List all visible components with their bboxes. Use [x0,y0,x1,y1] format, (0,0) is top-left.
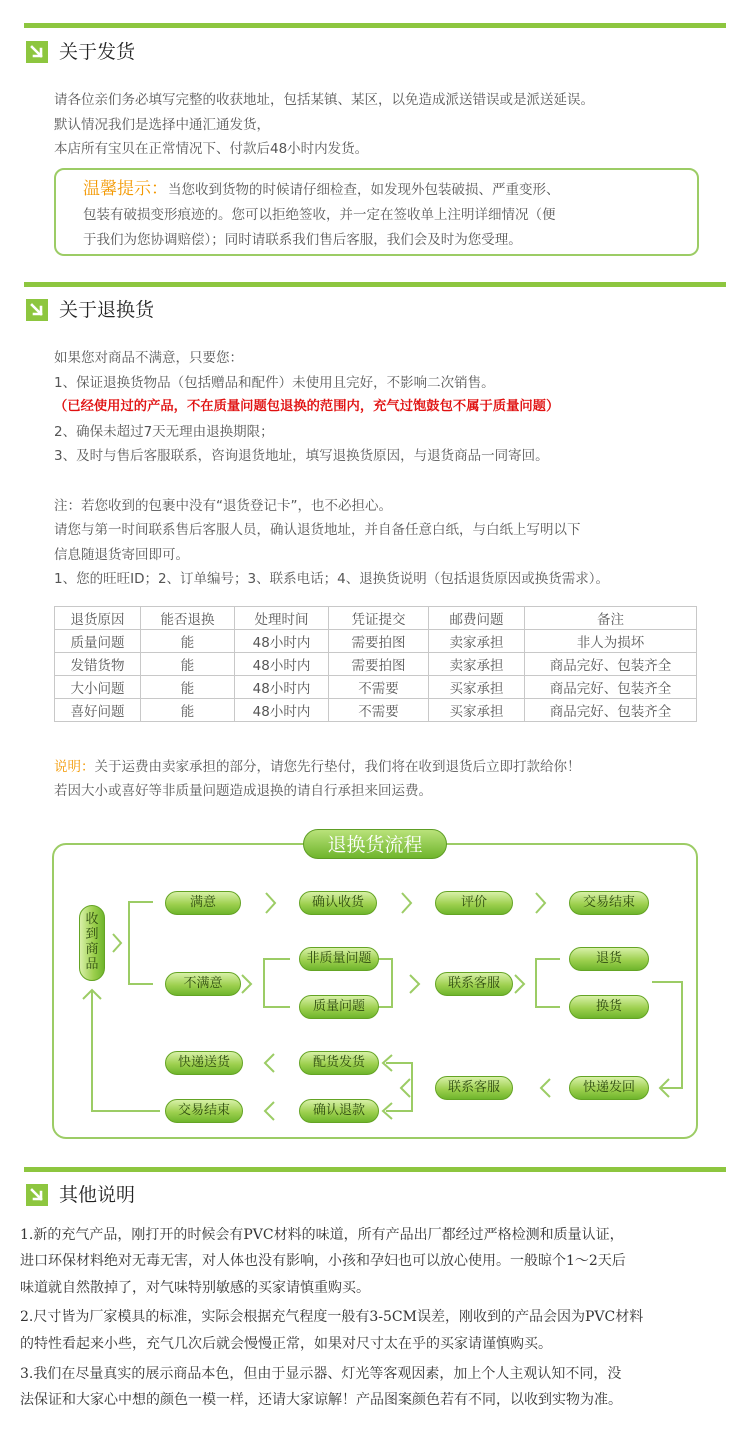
other-line: 法保证和大家心中想的颜色一模一样，还请大家谅解！产品图案颜色若有不同，以收到实物为准。 [20,1392,622,1408]
flow-node-satisfied: 满意 [165,891,241,915]
flow-node-courier-send: 快递送货 [165,1051,243,1075]
flow-node-confirm-refund: 确认退款 [299,1099,379,1123]
returns-line: 3、及时与售后客服联系，咨询退货地址，填写退换货原因，与退货商品一同寄回。 [54,448,549,464]
table-cell: 买家承担 [429,699,525,722]
section-divider [24,1167,726,1172]
flow-node-quality: 质量问题 [299,995,379,1019]
shipping-line: 请各位亲们务必填写完整的收获地址，包括某镇、某区，以免造成派送错误或是派送延误。 [54,92,594,108]
warm-tip-label: 温馨提示： [83,179,168,199]
explain-line: 若因大小或喜好等非质量问题造成退换的请自行承担来回运费。 [54,783,432,799]
returns-line: 2、确保未超过7天无理由退换期限； [54,424,274,440]
table-header: 备注 [525,607,697,630]
returns-note-line: 1、您的旺旺ID；2、订单编号；3、联系电话；4、退换货说明（包括退货原因或换货需求）。 [54,571,609,587]
other-line: 进口环保材料绝对无毒无害，对人体也没有影响，小孩和孕妇也可以放心使用。一般晾个1～2天后 [20,1253,626,1269]
table-cell: 质量问题 [55,630,141,653]
flow-node-ship-goods: 配货发货 [299,1051,379,1075]
flow-node-deal-done-bottom: 交易结束 [165,1099,243,1123]
flow-node-receive: 收到商品 [79,905,105,981]
table-cell: 能 [141,630,235,653]
table-header: 处理时间 [235,607,329,630]
flow-node-contact-service-2: 联系客服 [435,1076,513,1100]
table-cell: 48小时内 [235,676,329,699]
flow-node-non-quality: 非质量问题 [299,947,379,971]
warm-tip-line: 于我们为您协调赔偿）；同时请联系我们售后客服，我们会及时为您受理。 [83,232,522,248]
flow-node-exchange: 换货 [569,995,649,1019]
returns-warning-line: （已经使用过的产品，不在质量问题包退换的范围内，充气过饱鼓包不属于质量问题） [54,399,560,414]
table-cell: 商品完好、包装齐全 [525,653,697,676]
table-cell: 能 [141,699,235,722]
table-cell: 发错货物 [55,653,141,676]
table-cell: 需要拍图 [329,653,429,676]
table-cell: 能 [141,676,235,699]
returns-line: 1、保证退换货物品（包括赠品和配件）未使用且完好，不影响二次销售。 [54,375,495,391]
explain-text: 关于运费由卖家承担的部分，请您先行垫付，我们将在收到退货后立即打款给你！ [94,759,581,775]
flow-node-deal-done-top: 交易结束 [569,891,649,915]
flow-title: 退换货流程 [303,829,447,859]
other-line: 味道就自然散掉了，对气味特别敏感的买家请慎重购买。 [20,1280,370,1296]
returns-note-line: 注：若您收到的包裹中没有“退货登记卡”，也不必担心。 [54,498,392,514]
shipping-line: 本店所有宝贝在正常情况下、付款后48小时内发货。 [54,141,369,157]
table-cell: 能 [141,653,235,676]
table-header: 退货原因 [55,607,141,630]
table-cell: 卖家承担 [429,653,525,676]
table-cell: 48小时内 [235,653,329,676]
other-line: 1.新的充气产品，刚打开的时候会有PVC材料的味道，所有产品出厂都经过严格检测和质量认证， [20,1227,624,1243]
table-cell: 喜好问题 [55,699,141,722]
flow-node-contact-service: 联系客服 [435,972,513,996]
returns-note-line: 信息随退货寄回即可。 [54,547,189,563]
table-cell: 非人为损坏 [525,630,697,653]
table-header: 凭证提交 [329,607,429,630]
warm-tip-line: 包装有破损变形痕迹的。您可以拒绝签收，并一定在签收单上注明详细情况（便 [83,207,556,223]
section-title-returns: 关于退换货 [59,299,155,321]
other-line: 3.我们在尽量真实的展示商品本色，但由于显示器、灯光等客观因素，加上个人主观认知不同，没 [20,1366,622,1382]
warm-tip-line: 当您收到货物的时候请仔细检查，如发现外包装破损、严重变形、 [168,182,560,198]
flow-node-courier-return: 快递发回 [569,1076,649,1100]
table-header: 能否退换 [141,607,235,630]
flow-node-review: 评价 [435,891,513,915]
returns-note-line: 请您与第一时间联系售后客服人员，确认退货地址，并自备任意白纸，与白纸上写明以下 [54,522,581,538]
flow-node-unsatisfied: 不满意 [165,972,241,996]
table-cell: 大小问题 [55,676,141,699]
shipping-line: 默认情况我们是选择中通汇通发货， [54,117,270,133]
table-cell: 商品完好、包装齐全 [525,676,697,699]
flow-node-return: 退货 [569,947,649,971]
table-cell: 不需要 [329,699,429,722]
flow-node-confirm-receipt: 确认收货 [299,891,377,915]
other-line: 的特性看起来小些，充气几次后就会慢慢正常，如果对尺寸太在乎的买家请谨慎购买。 [20,1336,552,1352]
other-line: 2.尺寸皆为厂家模具的标准，实际会根据充气程度一般有3-5CM误差，刚收到的产品会因为PVC材料 [20,1309,644,1325]
returns-line: 如果您对商品不满意，只要您： [54,350,243,366]
table-cell: 不需要 [329,676,429,699]
table-cell: 需要拍图 [329,630,429,653]
table-cell: 48小时内 [235,699,329,722]
section-title-other: 其他说明 [59,1184,136,1206]
arrow-down-right-icon [26,1184,48,1206]
section-title-shipping: 关于发货 [59,41,136,63]
table-cell: 买家承担 [429,676,525,699]
table-cell: 商品完好、包装齐全 [525,699,697,722]
table-cell: 48小时内 [235,630,329,653]
explain-label: 说明： [54,759,95,775]
table-header: 邮费问题 [429,607,525,630]
table-cell: 卖家承担 [429,630,525,653]
